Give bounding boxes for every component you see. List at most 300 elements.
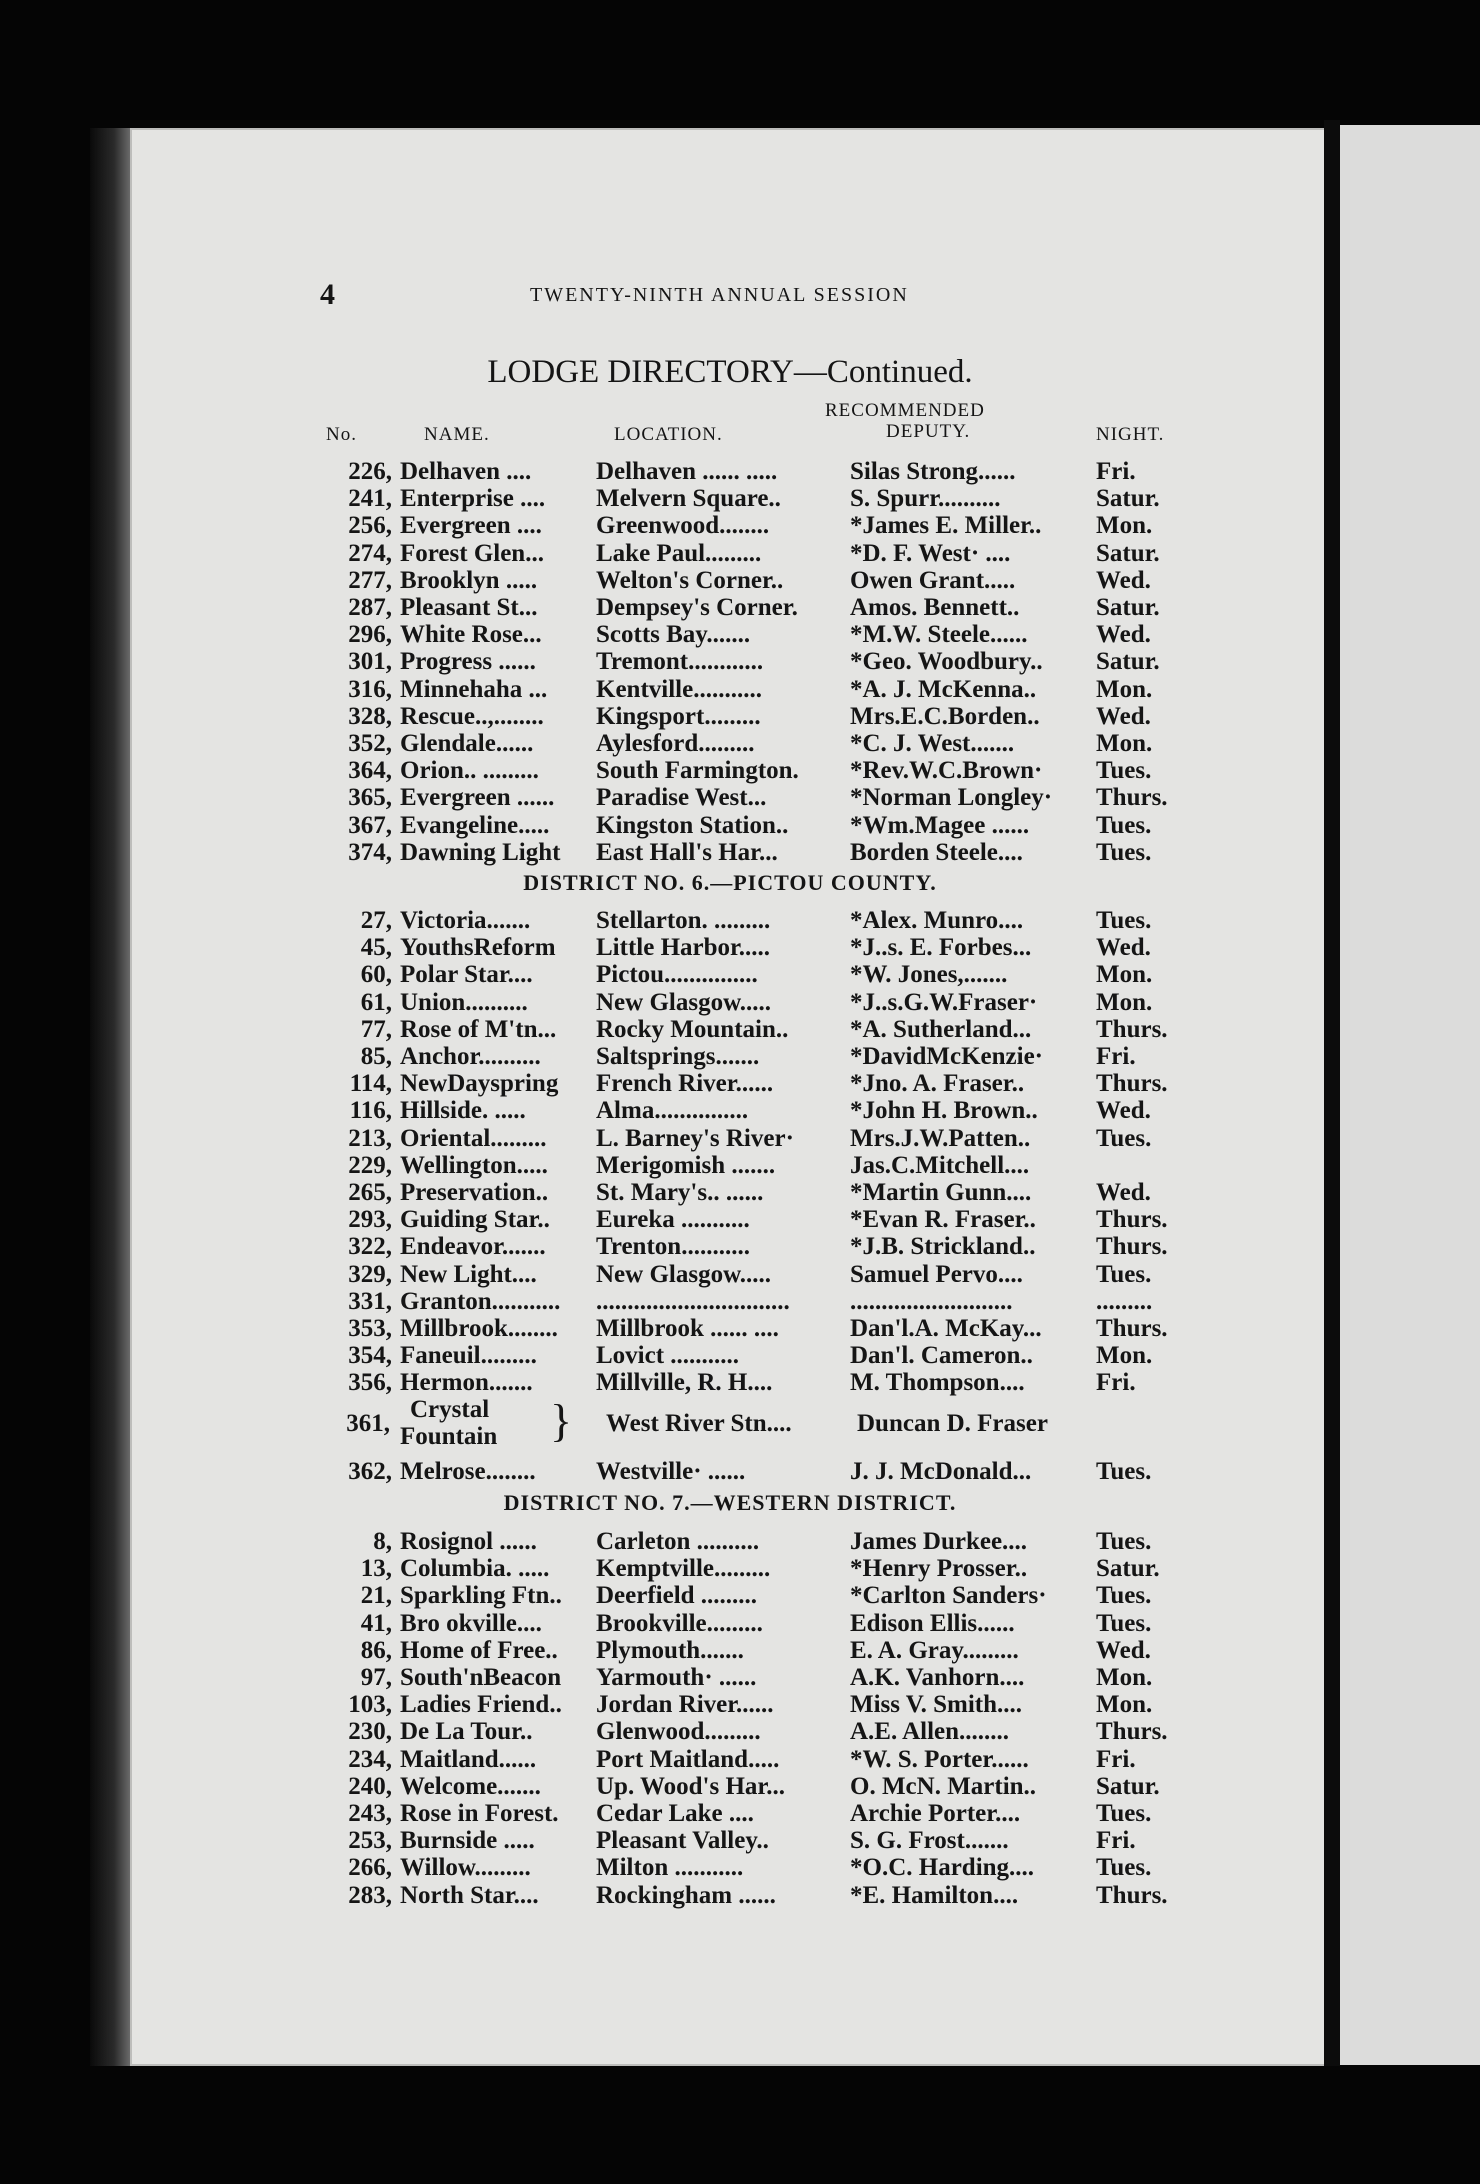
lodge-deputy: *Henry Prosser..: [850, 1555, 1028, 1583]
lodge-name: Guiding Star..: [400, 1206, 550, 1234]
lodge-deputy: *W. S. Porter......: [850, 1745, 1029, 1773]
lodge-deputy: *J..s. E. Forbes...: [850, 934, 1032, 962]
lodge-row: [130, 1718, 1330, 1745]
lodge-number: 352,: [348, 730, 392, 757]
lodge-number: 241,: [348, 485, 392, 513]
lodge-location: Cedar Lake ....: [596, 1800, 754, 1827]
lodge-night: Thurs.: [1096, 784, 1168, 812]
lodge-deputy: *M.W. Steele......: [850, 621, 1028, 649]
lodge-name: Maitland......: [400, 1745, 537, 1773]
lodge-location: Trenton...........: [596, 1233, 750, 1261]
lodge-row: [130, 1261, 1330, 1288]
lodge-location: Yarmouth· ......: [596, 1664, 757, 1691]
lodge-night: Mon.: [1096, 1664, 1153, 1691]
lodge-night: Mon.: [1096, 1342, 1153, 1370]
lodge-location: Jordan River......: [596, 1691, 774, 1719]
lodge-deputy: Archie Porter....: [850, 1800, 1021, 1827]
lodge-deputy: *A. Sutherland...: [850, 1015, 1032, 1043]
lodge-night: Tues.: [1096, 1528, 1152, 1555]
lodge-night: Mon.: [1096, 961, 1153, 989]
lodge-name: Faneuil.........: [400, 1342, 537, 1370]
lodge-night: Tues.: [1096, 1458, 1152, 1485]
running-head: TWENTY-NINTH ANNUAL SESSION: [530, 284, 909, 306]
lodge-night: Fri.: [1096, 1043, 1136, 1070]
lodge-row: [130, 1610, 1330, 1637]
lodge-name: Endeavor.......: [400, 1233, 546, 1261]
lodge-deputy: *Wm.Magee ......: [850, 811, 1030, 839]
lodge-number: 61,: [360, 988, 392, 1016]
lodge-location: Pictou...............: [596, 961, 758, 989]
lodge-night: Thurs.: [1096, 1206, 1168, 1234]
lodge-deputy: A.E. Allen........: [850, 1718, 1010, 1746]
next-page: [1340, 125, 1480, 2065]
lodge-number: 296,: [348, 621, 392, 649]
lodge-night: Fri.: [1096, 1745, 1136, 1773]
lodge-deputy: *Norman Longley·: [850, 784, 1053, 812]
lodge-name: Minnehaha ...: [400, 675, 548, 703]
lodge-name: Delhaven ....: [400, 458, 532, 485]
lodge-number: 234,: [348, 1745, 392, 1773]
lodge-name: New Light....: [400, 1260, 537, 1288]
page-title: LODGE DIRECTORY—Continued.: [487, 354, 973, 390]
lodge-deputy: James Durkee....: [850, 1528, 1028, 1555]
lodge-location: Kingston Station..: [596, 811, 789, 839]
lodge-deputy: *Rev.W.C.Brown·: [850, 757, 1043, 785]
lodge-name: Home of Free..: [400, 1636, 558, 1664]
lodge-name: Evergreen ......: [400, 784, 555, 812]
lodge-number: 266,: [348, 1854, 392, 1882]
lodge-name: Rose of M'tn...: [400, 1015, 557, 1043]
lodge-number: 253,: [348, 1827, 392, 1855]
page: [130, 128, 1330, 2066]
lodge-name: YouthsReform: [400, 934, 556, 962]
lodge-row: [130, 1369, 1330, 1396]
lodge-location: Rockingham ......: [596, 1881, 776, 1909]
lodge-name: Polar Star....: [400, 961, 533, 989]
lodge-location: Eureka ...........: [596, 1206, 750, 1234]
lodge-night: Tues.: [1096, 1854, 1152, 1882]
col-recommended: RECOMMENDED: [825, 400, 985, 421]
col-location: LOCATION.: [614, 424, 723, 445]
lodge-row: [130, 812, 1330, 839]
lodge-location: Merigomish .......: [596, 1151, 776, 1179]
lodge-deputy: Mrs.E.C.Borden..: [850, 702, 1040, 730]
lodge-location: Glenwood.........: [596, 1718, 761, 1746]
lodge-night: .........: [1096, 1287, 1153, 1315]
lodge-night: Mon.: [1096, 730, 1153, 757]
lodge-location: Carleton ..........: [596, 1528, 760, 1555]
lodge-deputy: *O.C. Harding....: [850, 1854, 1035, 1882]
lodge-location: Port Maitland.....: [596, 1745, 780, 1773]
lodge-location: Little Harbor.....: [596, 934, 771, 962]
lodge-row: [130, 1016, 1330, 1043]
lodge-number: 374,: [348, 838, 392, 866]
lodge-location: South Farmington.: [596, 757, 799, 785]
lodge-row: [130, 1315, 1330, 1342]
lodge-deputy: *D. F. West· ....: [850, 539, 1011, 567]
lodge-number: 114,: [349, 1070, 392, 1098]
lodge-number: 103,: [348, 1691, 392, 1719]
lodge-deputy: Jas.C.Mitchell....: [850, 1151, 1030, 1179]
lodge-night: Fri.: [1096, 1369, 1136, 1397]
lodge-row: [130, 757, 1330, 784]
lodge-deputy: *Evan R. Fraser..: [850, 1206, 1036, 1234]
lodge-name: Anchor..........: [400, 1043, 541, 1070]
lodge-number: 229,: [348, 1151, 392, 1179]
lodge-row: [130, 1637, 1330, 1664]
lodge-location: Melvern Square..: [596, 485, 781, 513]
lodge-night: Wed.: [1096, 621, 1151, 649]
lodge-deputy: Miss V. Smith....: [850, 1691, 1023, 1719]
lodge-number: 364,: [348, 757, 392, 785]
lodge-night: Thurs.: [1096, 1070, 1168, 1098]
lodge-name-line-1: Crystal: [410, 1396, 490, 1423]
lodge-name: Wellington.....: [400, 1151, 548, 1179]
lodge-name: Evergreen ....: [400, 512, 542, 540]
lodge-name: Evangeline.....: [400, 811, 550, 839]
lodge-name: Rosignol ......: [400, 1528, 537, 1555]
lodge-number: 316,: [348, 675, 392, 703]
lodge-location: Brookville.........: [596, 1609, 763, 1637]
lodge-night: Mon.: [1096, 512, 1153, 540]
lodge-row: [130, 1664, 1330, 1691]
lodge-deputy: S. Spurr..........: [850, 485, 1001, 513]
lodge-location: Dempsey's Corner.: [596, 594, 798, 621]
lodge-night: Tues.: [1096, 1609, 1152, 1637]
lodge-row: [130, 1206, 1330, 1233]
lodge-row: [130, 621, 1330, 648]
lodge-name: Brooklyn .....: [400, 566, 538, 594]
lodge-deputy: *Geo. Woodbury..: [850, 648, 1043, 676]
lodge-location: Pleasant Valley..: [596, 1827, 769, 1855]
lodge-number: 322,: [348, 1233, 392, 1261]
lodge-name: Melrose........: [400, 1458, 536, 1485]
lodge-name: Dawning Light: [400, 838, 561, 866]
lodge-deputy: *J.B. Strickland..: [850, 1233, 1036, 1261]
lodge-deputy: A.K. Vanhorn....: [850, 1664, 1025, 1691]
lodge-deputy: *J..s.G.W.Fraser·: [850, 988, 1038, 1016]
lodge-row: [130, 730, 1330, 757]
lodge-night: Thurs.: [1096, 1233, 1168, 1261]
lodge-number: 97,: [360, 1664, 392, 1691]
lodge-location: Lovict ...........: [596, 1342, 740, 1370]
lodge-night: Mon.: [1096, 675, 1153, 703]
lodge-name: Ladies Friend..: [400, 1691, 562, 1719]
lodge-row: [130, 1152, 1330, 1179]
lodge-name: South'nBeacon: [400, 1664, 562, 1691]
lodge-deputy: Samuel Pervo....: [850, 1260, 1023, 1288]
lodge-deputy: Edison Ellis......: [850, 1609, 1015, 1637]
lodge-row: [130, 1746, 1330, 1773]
lodge-night: Satur.: [1096, 1555, 1160, 1583]
lodge-night: Tues.: [1096, 1124, 1152, 1152]
lodge-row: [130, 961, 1330, 988]
lodge-row: [130, 1555, 1330, 1582]
lodge-location: Paradise West...: [596, 784, 767, 812]
lodge-name: Granton...........: [400, 1287, 561, 1315]
lodge-night: Mon.: [1096, 1691, 1153, 1719]
lodge-number: 367,: [348, 811, 392, 839]
lodge-name: NewDayspring: [400, 1070, 559, 1098]
lodge-location: New Glasgow.....: [596, 988, 771, 1016]
lodge-number: 240,: [348, 1772, 392, 1800]
lodge-number: 356,: [348, 1369, 392, 1397]
lodge-row: [130, 1854, 1330, 1881]
lodge-deputy: *DavidMcKenzie·: [850, 1043, 1044, 1070]
lodge-location: Greenwood........: [596, 512, 770, 540]
lodge-deputy: Silas Strong......: [850, 458, 1016, 485]
lodge-night: Tues.: [1096, 1260, 1152, 1288]
lodge-row: [130, 1773, 1330, 1800]
lodge-name: Rescue..,........: [400, 702, 544, 730]
lodge-name: Victoria.......: [400, 907, 531, 934]
lodge-night: Tues.: [1096, 757, 1152, 785]
lodge-number: 256,: [348, 512, 392, 540]
lodge-location: Tremont............: [596, 648, 764, 676]
lodge-row: [130, 1070, 1330, 1097]
lodge-number: 301,: [348, 648, 392, 676]
lodge-name: White Rose...: [400, 621, 542, 649]
lodge-number: 116,: [349, 1097, 392, 1125]
lodge-row: [130, 1528, 1330, 1555]
lodge-name: Hillside. .....: [400, 1097, 526, 1125]
lodge-night: Thurs.: [1096, 1015, 1168, 1043]
lodge-deputy: *W. Jones,.......: [850, 961, 1008, 989]
lodge-number: 41,: [360, 1609, 392, 1637]
lodge-name: Hermon.......: [400, 1369, 533, 1397]
lodge-row: [130, 512, 1330, 539]
lodge-number: 213,: [348, 1124, 392, 1152]
lodge-row: [130, 784, 1330, 811]
lodge-name: Sparkling Ftn..: [400, 1582, 562, 1610]
lodge-number: 287,: [348, 594, 392, 621]
lodge-location: Up. Wood's Har...: [596, 1772, 785, 1800]
lodge-name: Orion.. .........: [400, 757, 539, 785]
col-deputy: DEPUTY.: [886, 421, 971, 442]
lodge-deputy: Amos. Bennett..: [850, 594, 1020, 621]
lodge-deputy: Mrs.J.W.Patten..: [850, 1124, 1031, 1152]
lodge-row: [130, 1342, 1330, 1369]
lodge-number: 362,: [348, 1458, 392, 1485]
lodge-deputy: Borden Steele....: [850, 838, 1023, 866]
lodge-row: [130, 907, 1330, 934]
lodge-location: Alma...............: [596, 1097, 749, 1125]
lodge-number: 365,: [348, 784, 392, 812]
col-name: NAME.: [424, 424, 490, 445]
lodge-name: Forest Glen...: [400, 539, 544, 567]
lodge-number: 226,: [348, 458, 392, 485]
lodge-name: Burnside .....: [400, 1827, 535, 1855]
lodge-row: [130, 703, 1330, 730]
lodge-night: Wed.: [1096, 1636, 1151, 1664]
lodge-row: [130, 676, 1330, 703]
lodge-location: Lake Paul.........: [596, 539, 762, 567]
lodge-number: 329,: [348, 1260, 392, 1288]
lodge-deputy: ..........................: [850, 1287, 1013, 1315]
lodge-night: Thurs.: [1096, 1718, 1168, 1746]
lodge-location: East Hall's Har...: [596, 838, 778, 866]
lodge-number: 8,: [373, 1528, 392, 1555]
lodge-row: [130, 1288, 1330, 1315]
lodge-number: 21,: [360, 1582, 392, 1610]
lodge-name: Progress ......: [400, 648, 536, 676]
lodge-number: 328,: [348, 702, 392, 730]
lodge-night: Fri.: [1096, 458, 1136, 485]
lodge-night: Wed.: [1096, 566, 1151, 594]
lodge-night: Fri.: [1096, 1827, 1136, 1855]
lodge-deputy: *Carlton Sanders·: [850, 1582, 1047, 1610]
lodge-row: [130, 989, 1330, 1016]
lodge-location: Plymouth.......: [596, 1636, 744, 1664]
lodge-number: 85,: [360, 1043, 392, 1070]
lodge-location: Millville, R. H....: [596, 1369, 773, 1397]
lodge-number: 230,: [348, 1718, 392, 1746]
lodge-location: French River......: [596, 1070, 774, 1098]
lodge-deputy: J. J. McDonald...: [850, 1458, 1032, 1485]
lodge-location: Kemptville.........: [596, 1555, 771, 1583]
page-content: [130, 128, 1330, 2066]
lodge-location: Stellarton. .........: [596, 907, 771, 934]
lodge-name: Preservation..: [400, 1179, 549, 1206]
lodge-location: Kingsport.........: [596, 702, 761, 730]
lodge-location: Saltsprings.......: [596, 1043, 760, 1070]
lodge-deputy: Dan'l.A. McKay...: [850, 1315, 1042, 1342]
lodge-night: Satur.: [1096, 648, 1160, 676]
lodge-location: Kentville...........: [596, 675, 762, 703]
lodge-row: [130, 594, 1330, 621]
lodge-row: [130, 1582, 1330, 1609]
lodge-name: Bro okville....: [400, 1609, 542, 1637]
lodge-deputy: *James E. Miller..: [850, 512, 1042, 540]
lodge-location: ...............................: [596, 1287, 790, 1315]
lodge-name: Welcome.......: [400, 1772, 541, 1800]
lodge-deputy: E. A. Gray.........: [850, 1636, 1019, 1664]
lodge-number: 354,: [348, 1342, 392, 1370]
col-no: No.: [326, 424, 357, 445]
lodge-location: L. Barney's River·: [596, 1124, 794, 1152]
lodge-number: 243,: [348, 1800, 392, 1827]
lodge-number: 283,: [348, 1881, 392, 1909]
lodge-deputy: *C. J. West.......: [850, 730, 1015, 757]
lodge-location: Milton ...........: [596, 1854, 744, 1882]
lodge-deputy: Dan'l. Cameron..: [850, 1342, 1033, 1370]
lodge-night: Tues.: [1096, 1582, 1152, 1610]
lodge-number: 353,: [348, 1315, 392, 1342]
lodge-deputy: Duncan D. Fraser: [857, 1410, 1048, 1437]
lodge-deputy: M. Thompson....: [850, 1369, 1025, 1397]
lodge-name: Millbrook........: [400, 1315, 558, 1342]
lodge-row: [130, 1882, 1330, 1909]
lodge-number: 331,: [348, 1287, 392, 1315]
page-edge: [1324, 120, 1340, 2066]
lodge-night: Wed.: [1096, 702, 1151, 730]
lodge-night: Tues.: [1096, 838, 1152, 866]
lodge-row: [130, 540, 1330, 567]
lodge-deputy: Owen Grant.....: [850, 566, 1016, 594]
lodge-night: Wed.: [1096, 1179, 1151, 1206]
lodge-name: Columbia. .....: [400, 1555, 550, 1583]
lodge-name: Oriental.........: [400, 1124, 547, 1152]
lodge-row: [130, 485, 1330, 512]
lodge-name: Willow.........: [400, 1854, 531, 1882]
brace-icon: }: [550, 1395, 573, 1446]
district-heading: DISTRICT NO. 6.—PICTOU COUNTY.: [523, 870, 937, 895]
lodge-number: 86,: [360, 1636, 392, 1664]
lodge-location: New Glasgow.....: [596, 1260, 771, 1288]
lodge-night: Mon.: [1096, 988, 1153, 1016]
lodge-night: Tues.: [1096, 811, 1152, 839]
lodge-night: Tues.: [1096, 1800, 1152, 1827]
lodge-row: [130, 567, 1330, 594]
lodge-row: [130, 1827, 1330, 1854]
lodge-deputy: *Martin Gunn....: [850, 1179, 1032, 1206]
lodge-number: 293,: [348, 1206, 392, 1234]
lodge-name: Enterprise ....: [400, 485, 546, 513]
lodge-night: Tues.: [1096, 907, 1152, 934]
lodge-name: Glendale......: [400, 730, 534, 757]
lodge-deputy: *E. Hamilton....: [850, 1881, 1019, 1909]
lodge-number: 274,: [348, 539, 392, 567]
district-heading: DISTRICT NO. 7.—WESTERN DISTRICT.: [503, 1490, 957, 1515]
lodge-night: Satur.: [1096, 539, 1160, 567]
lodge-deputy: *A. J. McKenna..: [850, 675, 1037, 703]
lodge-deputy: *Jno. A. Fraser..: [850, 1070, 1025, 1098]
lodge-name: Union..........: [400, 988, 528, 1016]
lodge-number: 265,: [348, 1179, 392, 1206]
lodge-row: [130, 458, 1330, 485]
lodge-deputy: O. McN. Martin..: [850, 1772, 1037, 1800]
lodge-row: [130, 1097, 1330, 1124]
lodge-location: Welton's Corner..: [596, 566, 784, 594]
lodge-name: Pleasant St...: [400, 594, 538, 621]
lodge-night: Satur.: [1096, 1772, 1160, 1800]
lodge-location: Millbrook ...... ....: [596, 1315, 779, 1342]
lodge-night: Satur.: [1096, 485, 1160, 513]
lodge-location: West River Stn....: [606, 1410, 792, 1437]
lodge-night: Wed.: [1096, 934, 1151, 962]
lodge-night: Thurs.: [1096, 1315, 1168, 1342]
lodge-row: [130, 934, 1330, 961]
lodge-row: [130, 1179, 1330, 1206]
lodge-deputy: S. G. Frost.......: [850, 1827, 1009, 1855]
lodge-row: [130, 648, 1330, 675]
lodge-night: Wed.: [1096, 1097, 1151, 1125]
lodge-location: Rocky Mountain..: [596, 1015, 789, 1043]
book-gutter: [90, 128, 130, 2066]
lodge-number: 60,: [360, 961, 392, 989]
lodge-name: Rose in Forest.: [400, 1800, 559, 1827]
lodge-row: [130, 839, 1330, 866]
lodge-row: [130, 1800, 1330, 1827]
lodge-row: [130, 1458, 1330, 1485]
lodge-number: 27,: [360, 907, 392, 934]
lodge-deputy: *Alex. Munro....: [850, 907, 1024, 934]
lodge-name: North Star....: [400, 1881, 539, 1909]
page-number: 4: [320, 278, 335, 311]
lodge-location: Aylesford.........: [596, 730, 755, 757]
lodge-location: Delhaven ...... .....: [596, 458, 778, 485]
lodge-location: St. Mary's.. ......: [596, 1179, 764, 1206]
lodge-number: 361,: [346, 1410, 390, 1437]
lodge-row: [130, 1043, 1330, 1070]
lodge-night: Thurs.: [1096, 1881, 1168, 1909]
lodge-number: 45,: [360, 934, 392, 962]
lodge-deputy: *John H. Brown..: [850, 1097, 1038, 1125]
col-night: NIGHT.: [1096, 424, 1165, 445]
lodge-number: 77,: [360, 1015, 392, 1043]
lodge-location: Westville· ......: [596, 1458, 746, 1485]
lodge-row: [130, 1233, 1330, 1260]
